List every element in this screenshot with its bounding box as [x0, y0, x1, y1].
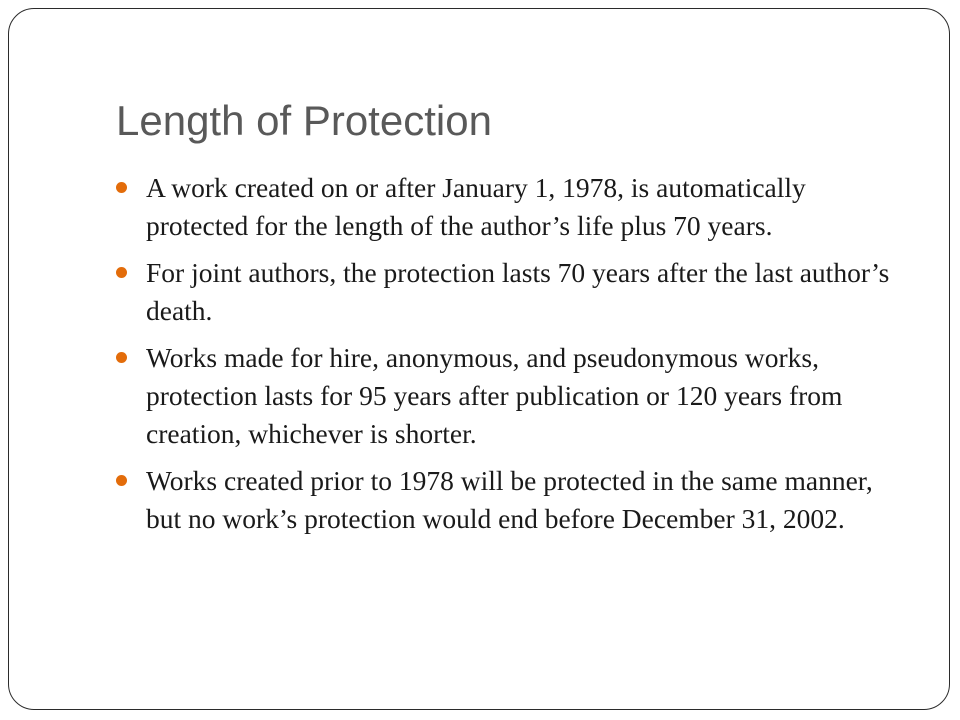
slide-frame: [8, 8, 950, 710]
bullet-text: Works created prior to 1978 will be protected in the same manner, but no work’s protection would end before December 31, 2002.: [146, 465, 873, 534]
bullet-item: [113, 339, 903, 453]
bullet-text: Works made for hire, anonymous, and pseudonymous works, protection lasts for 95 years after publication or 120 years from creation, whichever is shorter.: [146, 342, 843, 449]
bullet-item: [113, 254, 903, 330]
bullet-item: [113, 462, 903, 538]
bullet-text: A work created on or after January 1, 1978, is automatically protected for the length of the author’s life plus 70 years.: [146, 172, 806, 241]
bullet-text: For joint authors, the protection lasts 70 years after the last author’s death.: [146, 257, 890, 326]
slide-title: Length of Protection: [116, 97, 492, 144]
bullet-item: [113, 169, 903, 245]
bullet-list: [113, 169, 903, 547]
bullet-dot-icon: [116, 182, 127, 193]
bullet-dot-icon: [116, 352, 127, 363]
bullet-dot-icon: [116, 267, 127, 278]
bullet-dot-icon: [116, 475, 127, 486]
